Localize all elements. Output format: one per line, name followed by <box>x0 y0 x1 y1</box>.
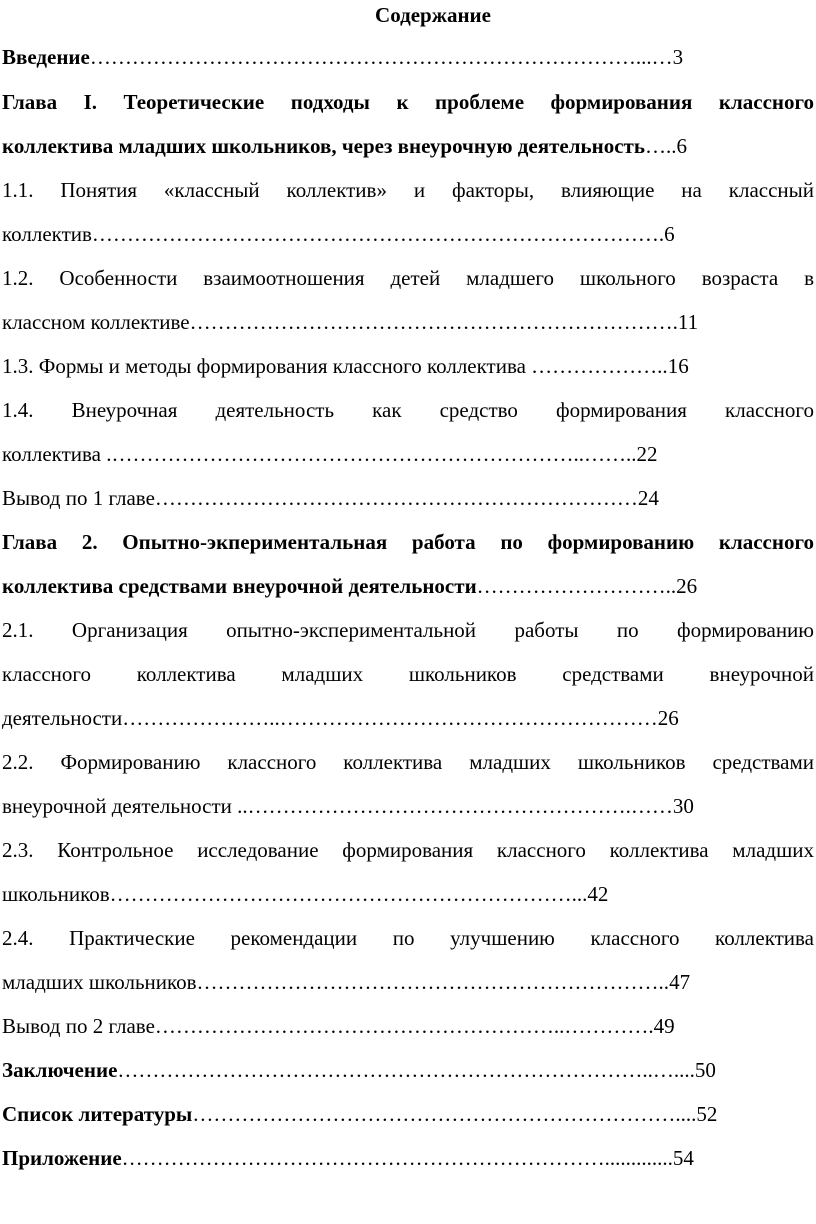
toc-section-1-1-line2[interactable] <box>2 222 675 246</box>
toc-page-number: 6 <box>664 222 675 246</box>
toc-leader: ….. <box>644 134 677 158</box>
toc-entry-introduction[interactable] <box>2 45 683 69</box>
toc-section-2-3-line2[interactable] <box>2 882 608 906</box>
toc-label: коллектива младших школьников, через внеурочную деятельность <box>2 134 645 158</box>
toc-page-number: 3 <box>672 45 684 69</box>
toc-label: коллектива средствами внеурочной деятельности <box>2 574 477 598</box>
toc-page-number: .11 <box>672 310 699 334</box>
toc-label: Вывод по 1 главе…………………………………………………………… <box>2 486 638 510</box>
toc-label: Введение <box>2 45 90 69</box>
toc-chapter1-conclusion[interactable] <box>2 486 659 510</box>
toc-chapter2-title-line2[interactable] <box>2 574 697 598</box>
toc-label: классном коллективе…………………………………………………………… <box>2 310 673 334</box>
toc-label: внеурочной деятельности ..……………………………………………….…… <box>2 794 673 818</box>
toc-label: деятельности…………………..……………………………………………… <box>2 706 658 730</box>
toc-entry-references[interactable] <box>2 1102 717 1126</box>
toc-label: коллектива .…………………………………………………………..…….. <box>2 442 637 466</box>
toc-section-2-2-line1[interactable]: 2.2. Формированию классного коллектива младших школьников средствами <box>2 750 814 774</box>
toc-section-2-1-line1[interactable]: 2.1. Организация опытно-экспериментальной работы по формированию <box>2 618 814 642</box>
toc-page-number: 52 <box>696 1102 718 1126</box>
toc-page-number: 42 <box>587 882 609 906</box>
toc-page-number: 6 <box>676 134 687 158</box>
toc-section-2-4-line1[interactable]: 2.4. Практические рекомендации по улучшению классного коллектива <box>2 926 814 950</box>
toc-entry-appendix[interactable] <box>2 1146 694 1170</box>
toc-leader: …………………………………………………………….... <box>192 1102 697 1126</box>
toc-section-2-4-line2[interactable] <box>2 970 690 994</box>
toc-page-number: 30 <box>672 794 694 818</box>
toc-section-1-3[interactable] <box>2 354 689 378</box>
toc-page-number: 50 <box>694 1058 716 1082</box>
toc-page-number: .49 <box>648 1014 675 1038</box>
toc-page-number: 26 <box>657 706 679 730</box>
toc-chapter2-conclusion[interactable] <box>2 1014 675 1038</box>
toc-page-number: 24 <box>637 486 659 510</box>
toc-section-1-4-line2[interactable] <box>2 442 657 466</box>
toc-page-number: 26 <box>676 574 698 598</box>
toc-section-2-3-line1[interactable]: 2.3. Контрольное исследование формирования классного коллектива младших <box>2 838 814 862</box>
toc-chapter1-title-line2[interactable] <box>2 134 687 158</box>
toc-section-2-1-line2[interactable]: классного коллектива младших школьников средствами внеурочной <box>2 662 814 686</box>
toc-leader: …………………………………………………………………..….... <box>117 1058 695 1082</box>
page-title: Содержание <box>375 3 491 27</box>
toc-page-number: 22 <box>636 442 658 466</box>
toc-section-2-2-line2[interactable] <box>2 794 694 818</box>
toc-label: Приложение <box>2 1146 122 1170</box>
toc-label: Вывод по 2 главе…………………………………………………..………… <box>2 1014 649 1038</box>
toc-leader: ……………………………………………………………………...… <box>89 45 673 69</box>
toc-leader: ……………………….. <box>476 574 677 598</box>
toc-entry-conclusion[interactable] <box>2 1058 716 1082</box>
toc-chapter2-title-line1[interactable]: Глава 2. Опытно-экпериментальная работа по формированию классного <box>2 530 814 554</box>
toc-chapter1-title-line1[interactable]: Глава I. Теоретические подходы к проблеме формирования классного <box>2 90 814 114</box>
toc-label: Заключение <box>2 1058 118 1082</box>
toc-section-1-2-line2[interactable] <box>2 310 698 334</box>
toc-section-1-1-line1[interactable]: 1.1. Понятия «классный коллектив» и факторы, влияющие на классный <box>2 178 814 202</box>
toc-section-2-1-line3[interactable] <box>2 706 679 730</box>
toc-section-1-2-line1[interactable]: 1.2. Особенности взаимоотношения детей младшего школьного возраста в <box>2 266 814 290</box>
toc-label: 1.3. Формы и методы формирования классного коллектива ……………….. <box>2 354 668 378</box>
toc-label: младших школьников………………………………………………………….. <box>2 970 670 994</box>
toc-page-number: 47 <box>669 970 691 994</box>
toc-label: Список литературы <box>2 1102 193 1126</box>
toc-page-number: 54 <box>672 1146 694 1170</box>
toc-page-number: 16 <box>667 354 689 378</box>
toc-section-1-4-line1[interactable]: 1.4. Внеурочная деятельность как средство формирования классного <box>2 398 814 422</box>
toc-label: школьников…………………………………………………………... <box>2 882 588 906</box>
toc-label: коллектив………………………………………………………………………. <box>2 222 665 246</box>
toc-leader: ……………………………………………………………............. <box>121 1146 673 1170</box>
